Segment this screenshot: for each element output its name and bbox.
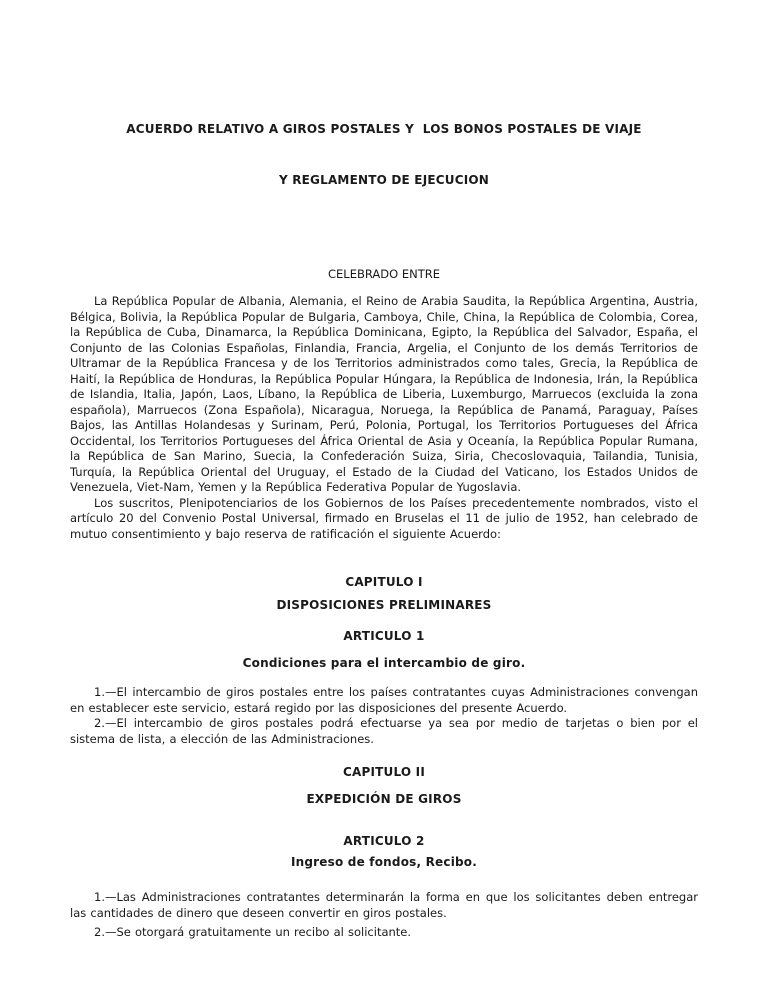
chapter-1-subheading: DISPOSICIONES PRELIMINARES: [276, 598, 492, 612]
chapter-2-heading: CAPITULO II: [342, 765, 425, 779]
article-1-title: Condiciones para el intercambio de giro.: [242, 656, 526, 670]
article-2-title: Ingreso de fondos, Recibo.: [290, 855, 478, 869]
article-2-heading: ARTICULO 2: [343, 834, 425, 848]
article-1-paragraph-2: 2.—El intercambio de giros postales podrá efectuarse ya sea por medio de tarjetas o bien por el sistema de lista, a elección de las Administraciones.: [70, 716, 698, 746]
preamble-paragraph-signatories: Los suscritos, Plenipotenciarios de los Gobiernos de los Países precedentemente nombrados, visto el artículo 20 del Convenio Postal Universal, firmado en Bruselas el 11 de julio de 1952, han celebrado de mutuo consentimiento y bajo reserva de ratificación el siguiente Acuerdo:: [70, 495, 698, 541]
document-title-line-1: ACUERDO RELATIVO A GIROS POSTALES Y LOS BONOS POSTALES DE VIAJE: [126, 122, 642, 136]
preamble-paragraph-countries: La República Popular de Albania, Alemania, el Reino de Arabia Saudita, la República Argentina, Austria, Bélgica, Bolivia, la República Popular de Bulgaria, Camboya, Chile, China, la República de Colombia, Corea, la República de Cuba, Dinamarca, la República Dominicana, Egipto, la República del Salvador, España, el Conjunto de las Colonias Españolas, Finlandia, Francia, Argelia, el Conjunto de los demás Territorios de Ultramar de la República Francesa y de los Territorios administrados como tales, Grecia, la República de Haití, la República de Honduras, la República Popular Húngara, la República de Indonesia, Irán, la República de Islandia, Italia, Japón, Laos, Líbano, la República de Liberia, Luxemburgo, Marruecos (excluida la zona española), Marruecos (Zona Española), Nicaragua, Noruega, la República de Panamá, Paraguay, Países Bajos, las Antillas Holandesas y Surinam, Perú, Polonia, Portugal, los Territorios Portugueses del África Occidental, los Territorios Portugueses del África Oriental de Asia y Oceanía, la República Popular Rumana, la República de San Marino, Suecia, la Confederación Suiza, Siria, Checoslovaquia, Tailandia, Tunisia, Turquía, la República Oriental del Uruguay, el Estado de la Ciudad del Vaticano, los Estados Unidos de Venezuela, Viet-Nam, Yemen y la República Federativa Popular de Yugoslavia.: [70, 294, 698, 494]
document-title: [70, 87, 698, 223]
chapter-1-heading: CAPITULO I: [345, 575, 423, 589]
article-1-heading: ARTICULO 1: [343, 629, 425, 643]
article-2-paragraph-1: 1.—Las Administraciones contratantes determinarán la forma en que los solicitantes deben entregar las cantidades de dinero que deseen convertir en giros postales.: [70, 890, 698, 920]
article-2-paragraph-2: 2.—Se otorgará gratuitamente un recibo al solicitante.: [94, 925, 412, 939]
article-1-paragraph-1: 1.—El intercambio de giros postales entre los países contratantes cuyas Administraciones convengan en establecer este servicio, estará regido por las disposiciones del presente Acuerdo.: [70, 685, 698, 715]
chapter-2-subheading: EXPEDICIÓN DE GIROS: [306, 792, 462, 806]
document-title-line-2: Y REGLAMENTO DE EJECUCION: [278, 173, 490, 187]
document-subtitle: CELEBRADO ENTRE: [328, 267, 440, 281]
